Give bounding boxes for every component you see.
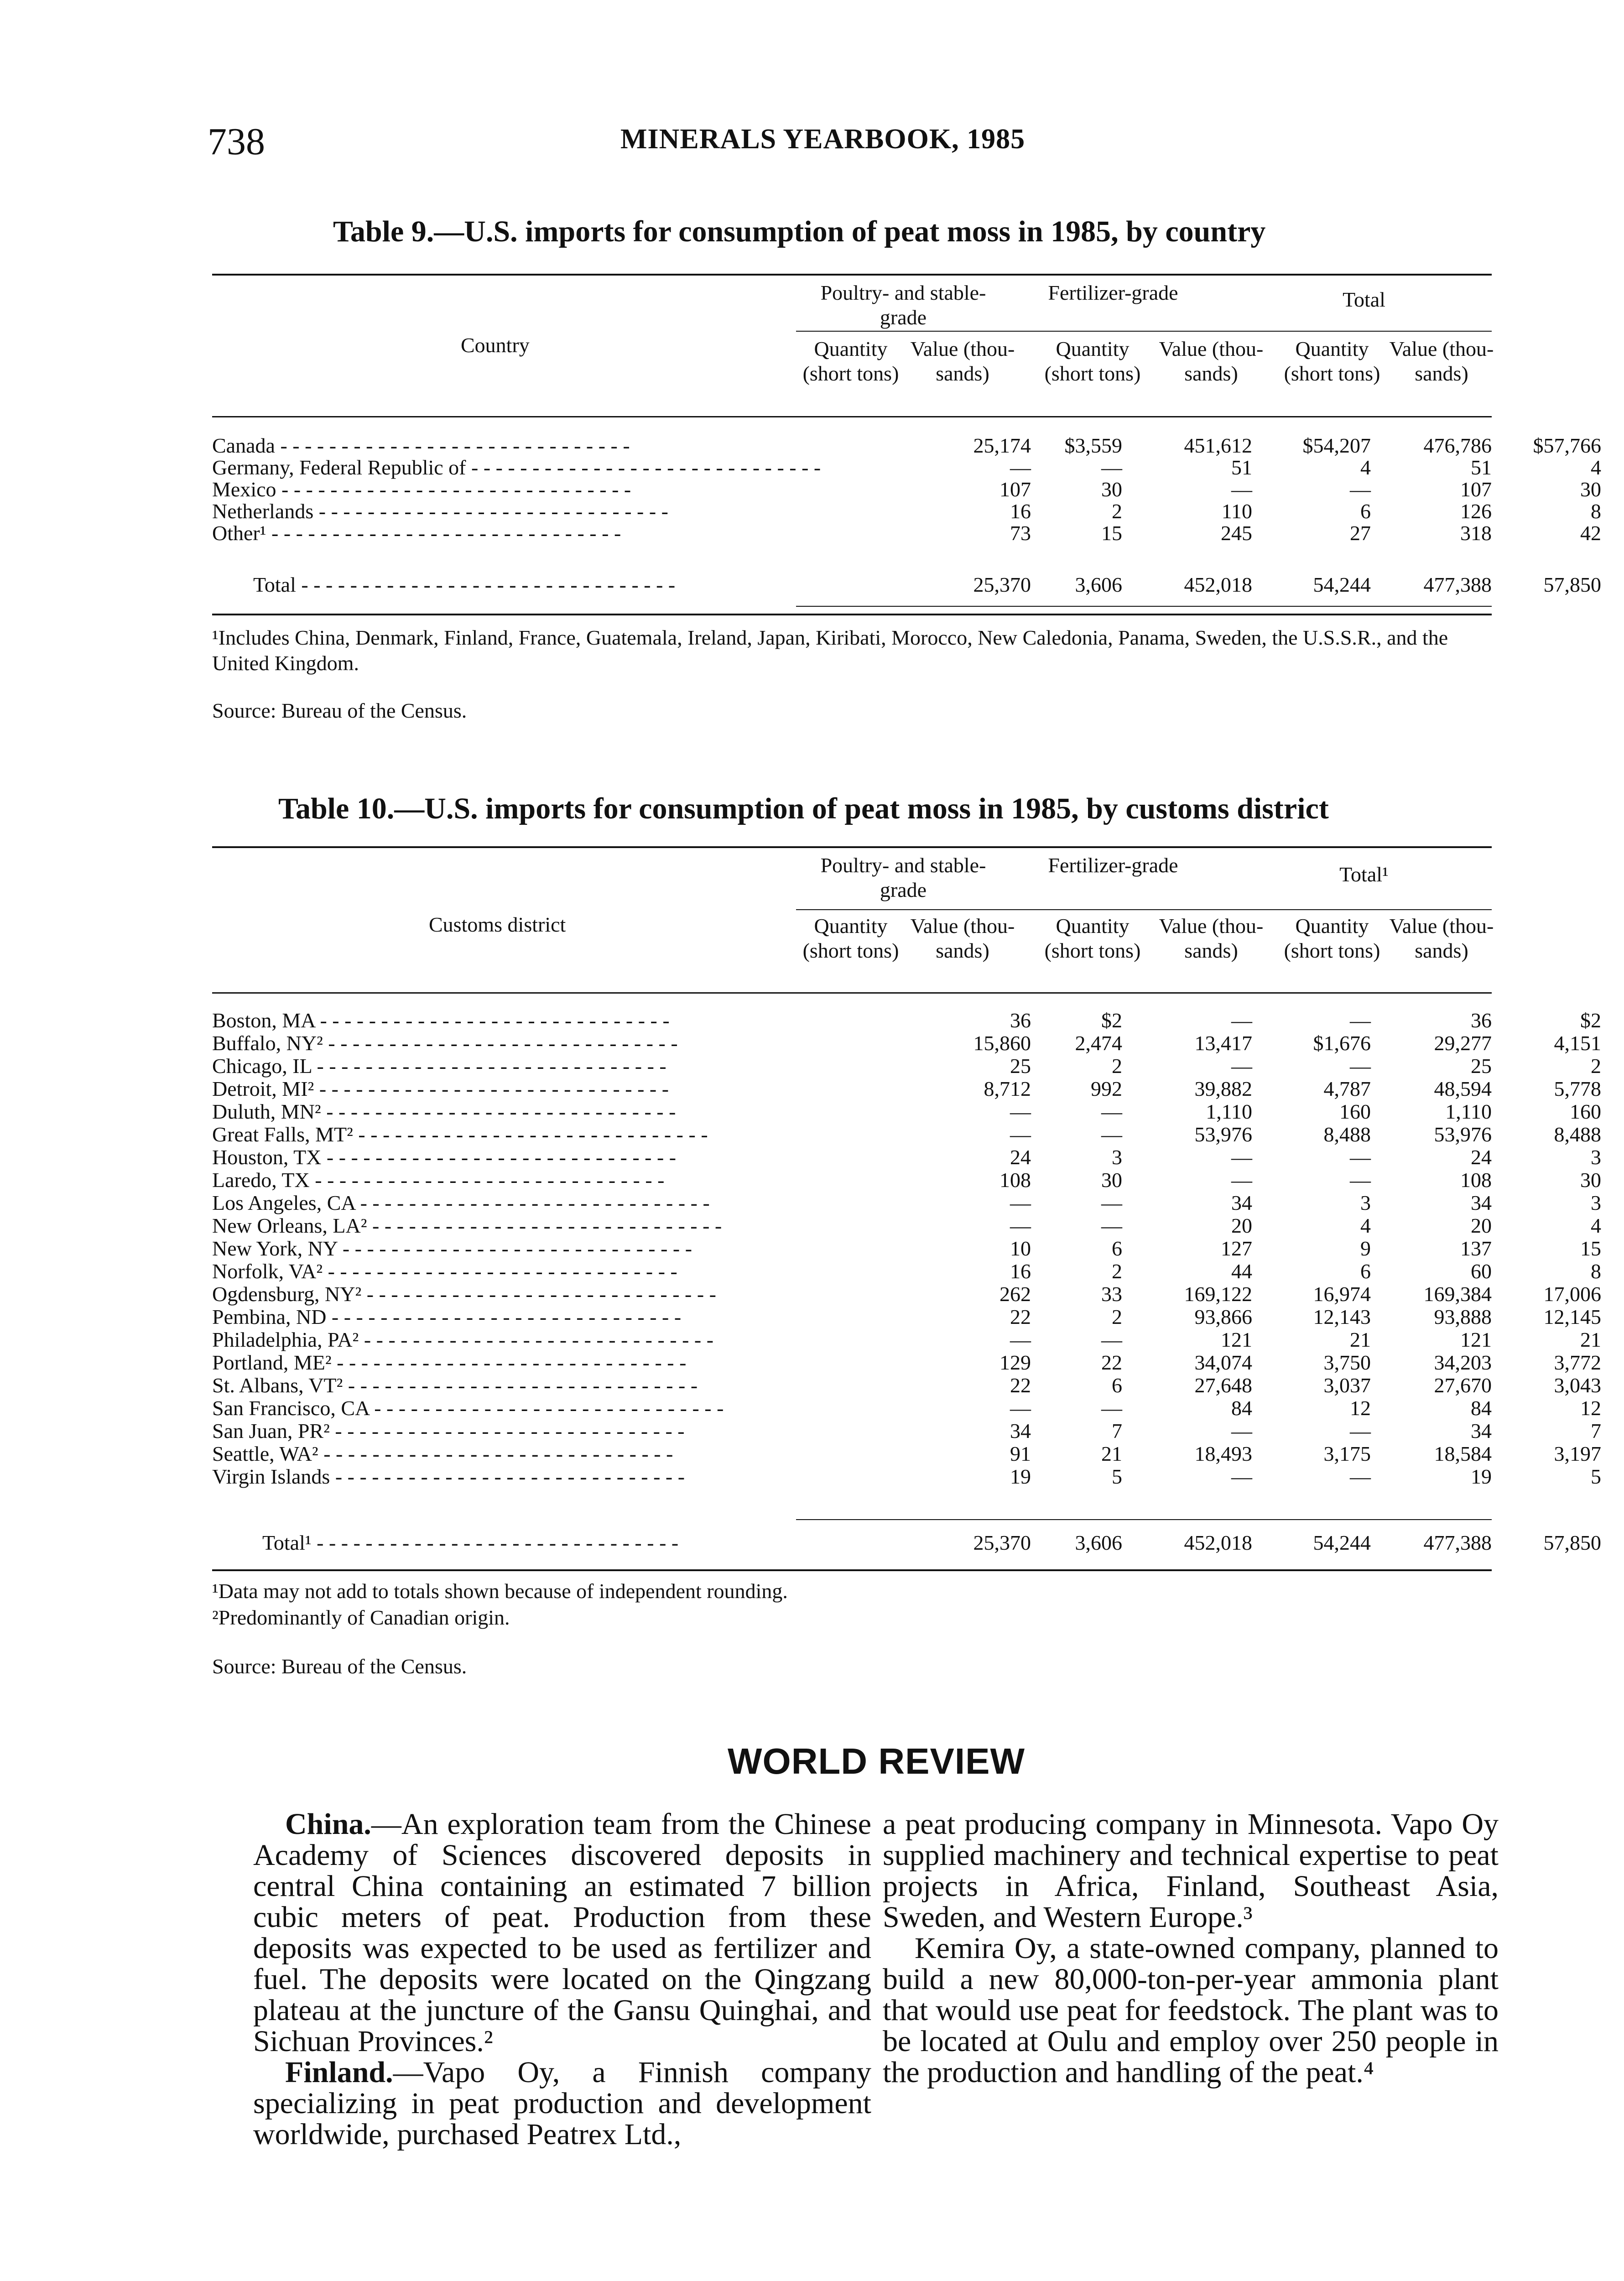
row-label: New York, NY - - - - - - - - - - - - - - - - - - - - - - - - - - - - - <box>212 1237 692 1260</box>
table-cell: 22 <box>1010 1305 1031 1328</box>
table10-total-cell: 57,850 <box>1543 1531 1601 1554</box>
table-cell: 129 <box>999 1351 1031 1374</box>
table9-total-cell: 452,018 <box>1184 573 1252 596</box>
table-cell: — <box>1350 1168 1371 1192</box>
page-number: 738 <box>208 120 265 163</box>
table10-total-cell: 452,018 <box>1184 1531 1252 1554</box>
table-cell: 7 <box>1591 1419 1601 1443</box>
table-cell: 51 <box>1471 456 1492 479</box>
table-cell: 34 <box>1010 1419 1031 1443</box>
row-label: St. Albans, VT² - - - - - - - - - - - - - - - - - - - - - - - - - - - - - <box>212 1374 698 1397</box>
table-cell: 262 <box>999 1282 1031 1306</box>
running-head: MINERALS YEARBOOK, 1985 <box>620 124 1025 155</box>
table10-row-header: Customs district <box>429 913 566 936</box>
table-row <box>212 1259 1601 1283</box>
table-cell: — <box>1101 1396 1122 1420</box>
table-cell: 121 <box>1460 1328 1492 1351</box>
table-cell: — <box>1231 1465 1252 1488</box>
table-row <box>212 1099 1601 1123</box>
table9-total-label: Total - - - - - - - - - - - - - - - - - - - - - - - - - - - - - - - <box>253 573 676 596</box>
table10-group-fertilizer: Fertilizer-grade <box>1048 854 1178 877</box>
table-cell: 48,594 <box>1434 1077 1492 1100</box>
table-cell: $1,676 <box>1313 1031 1371 1055</box>
table-cell: — <box>1010 1214 1031 1237</box>
table9-group-rule <box>796 331 1492 332</box>
paragraph-finland-cont: a peat producing company in Minnesota. Vapo Oy supplied machinery and technical expertise to peat projects in Africa, Finland, Southeast Asia, Sweden, and Western Europe.³ <box>883 1807 1499 1934</box>
table-cell: 169,384 <box>1423 1282 1492 1306</box>
table10-total-cell: 54,244 <box>1313 1531 1371 1554</box>
table-cell: 2 <box>1112 500 1122 523</box>
table-cell: — <box>1231 1168 1252 1192</box>
table-cell: — <box>1350 1465 1371 1488</box>
row-label: Other¹ - - - - - - - - - - - - - - - - - - - - - - - - - - - - - <box>212 521 621 545</box>
table-cell: 245 <box>1221 521 1252 545</box>
table-cell: 8,488 <box>1323 1123 1371 1146</box>
table-cell: — <box>1101 1328 1122 1351</box>
table10-sub-val3: Value (thou-sands) <box>1389 914 1494 962</box>
table9-sub-qty2: Quantity (short tons) <box>1044 337 1141 385</box>
table-cell: — <box>1101 1100 1122 1123</box>
table10-group-total: Total¹ <box>1339 863 1389 886</box>
table-cell: 21 <box>1580 1328 1601 1351</box>
table-cell: 30 <box>1101 478 1122 501</box>
table-cell: 44 <box>1231 1260 1252 1283</box>
table-cell: 137 <box>1460 1237 1492 1260</box>
table9-row-header: Country <box>461 333 530 357</box>
table9-sub-val2: Value (thou-sands) <box>1159 337 1264 385</box>
row-label: San Juan, PR² - - - - - - - - - - - - - - - - - - - - - - - - - - - - - <box>212 1419 685 1443</box>
table-cell: 22 <box>1010 1374 1031 1397</box>
table10-total-cell: 25,370 <box>973 1531 1031 1554</box>
table-row <box>212 1373 1601 1397</box>
table-cell: 3,750 <box>1323 1351 1371 1374</box>
table9-footnote: ¹Includes China, Denmark, Finland, France, Guatemala, Ireland, Japan, Kiribati, Morocco, New Caledonia, Panama, Sweden, the U.S.S.R., and the United Kingdom. <box>212 626 1448 675</box>
table-cell: — <box>1231 1054 1252 1078</box>
table-cell: 42 <box>1580 521 1601 545</box>
table10-total-row <box>212 1531 1601 1554</box>
table10-sub-qty2: Quantity (short tons) <box>1044 914 1141 962</box>
table-cell: 4 <box>1591 456 1601 479</box>
table-cell: 160 <box>1570 1100 1601 1123</box>
table-cell: — <box>1010 1396 1031 1420</box>
table-cell: 33 <box>1101 1282 1122 1306</box>
row-label: Duluth, MN² - - - - - - - - - - - - - - - - - - - - - - - - - - - - - <box>212 1100 676 1123</box>
table-cell: 34 <box>1471 1191 1492 1214</box>
table-cell: 27,648 <box>1194 1374 1252 1397</box>
table-cell: $2 <box>1580 1009 1601 1032</box>
table-cell: 126 <box>1460 500 1492 523</box>
table-cell: 53,976 <box>1194 1123 1252 1146</box>
table9-sub-qty3: Quantity (short tons) <box>1284 337 1380 385</box>
table-cell: 53,976 <box>1434 1123 1492 1146</box>
table-cell: — <box>1010 1328 1031 1351</box>
table-cell: 2 <box>1112 1305 1122 1328</box>
table-cell: 3,197 <box>1554 1442 1601 1465</box>
table-row <box>212 1328 1601 1351</box>
table-cell: — <box>1231 1146 1252 1169</box>
table-cell: 34,203 <box>1434 1351 1492 1374</box>
table-cell: 12 <box>1580 1396 1601 1420</box>
table-cell: 8,712 <box>984 1077 1031 1100</box>
table-cell: 6 <box>1360 500 1371 523</box>
table-cell: 73 <box>1010 521 1031 545</box>
table10-bottom-rule <box>212 1569 1492 1571</box>
table-cell: — <box>1231 478 1252 501</box>
table-row <box>212 455 1601 479</box>
table-cell: 16,974 <box>1313 1282 1371 1306</box>
table-cell: 15 <box>1580 1237 1601 1260</box>
table-cell: 16 <box>1010 1260 1031 1283</box>
table-cell: 21 <box>1101 1442 1122 1465</box>
table-row <box>212 1213 1601 1237</box>
table-cell: 18,584 <box>1434 1442 1492 1465</box>
table-cell: 60 <box>1471 1260 1492 1283</box>
table-cell: 108 <box>999 1168 1031 1192</box>
table-cell: 12 <box>1350 1396 1371 1420</box>
table-cell: $2 <box>1101 1009 1122 1032</box>
table-cell: 27 <box>1350 521 1371 545</box>
table-cell: 22 <box>1101 1351 1122 1374</box>
table10-source: Source: Bureau of the Census. <box>212 1655 467 1678</box>
table-row <box>212 1054 1601 1078</box>
paragraph-china: China.—An exploration team from the Chinese Academy of Sciences discovered deposits in central China containing an estimated 7 billion cubic meters of peat. Production from these deposits was expected to be used as fertilizer and fuel. The deposits were located on the Qingzang plateau at the juncture of the Gansu Quinghai, and Sichuan Provinces.² <box>253 1807 871 2058</box>
table-cell: 30 <box>1101 1168 1122 1192</box>
table10-footnote1: ¹Data may not add to totals shown because of independent rounding. <box>212 1579 788 1603</box>
table10-sub-val2: Value (thou-sands) <box>1159 914 1264 962</box>
table-cell: 19 <box>1010 1465 1031 1488</box>
table-cell: 3 <box>1112 1146 1122 1169</box>
table-cell: 121 <box>1221 1328 1252 1351</box>
table-cell: 110 <box>1221 500 1252 523</box>
table-cell: — <box>1010 456 1031 479</box>
world-review-heading: WORLD REVIEW <box>728 1741 1025 1781</box>
table-cell: 108 <box>1460 1168 1492 1192</box>
table-cell: 93,866 <box>1194 1305 1252 1328</box>
table-cell: 17,006 <box>1543 1282 1601 1306</box>
row-label: Canada - - - - - - - - - - - - - - - - - - - - - - - - - - - - - <box>212 434 630 457</box>
table10-header-rule <box>212 992 1492 994</box>
table10-total-rule <box>796 1519 1492 1520</box>
table-cell: 6 <box>1360 1260 1371 1283</box>
row-label: Portland, ME² - - - - - - - - - - - - - - - - - - - - - - - - - - - - - <box>212 1351 687 1374</box>
table-row <box>212 1191 1601 1214</box>
table-row <box>212 1122 1601 1146</box>
table9-total-cell: 477,388 <box>1423 573 1492 596</box>
table9-group-poultry: Poultry- and stable-grade <box>820 281 986 329</box>
table-cell: — <box>1010 1191 1031 1214</box>
table-cell: 21 <box>1350 1328 1371 1351</box>
table-cell: — <box>1350 1054 1371 1078</box>
table-cell: 127 <box>1221 1237 1252 1260</box>
table-cell: 25 <box>1471 1054 1492 1078</box>
paragraph-kemira: Kemira Oy, a state-owned company, planned to build a new 80,000-ton-per-year ammonia plant that would use peat for feedstock. The plant was to be located at Oulu and employ over 250 people in the production and handling of the peat.⁴ <box>883 1932 1499 2089</box>
table-cell: 51 <box>1231 456 1252 479</box>
table-cell: 15 <box>1101 521 1122 545</box>
table10-total-cell: 3,606 <box>1075 1531 1122 1554</box>
table-cell: 6 <box>1112 1237 1122 1260</box>
table-cell: 27,670 <box>1434 1374 1492 1397</box>
table-cell: 2 <box>1591 1054 1601 1078</box>
table-cell: 9 <box>1360 1237 1371 1260</box>
row-label: Seattle, WA² - - - - - - - - - - - - - - - - - - - - - - - - - - - - - <box>212 1442 673 1465</box>
table9-total-rule <box>796 606 1492 607</box>
table-cell: 12,145 <box>1543 1305 1601 1328</box>
table-cell: 4 <box>1360 1214 1371 1237</box>
row-label: Buffalo, NY² - - - - - - - - - - - - - - - - - - - - - - - - - - - - - <box>212 1031 678 1055</box>
table-row <box>212 1145 1601 1169</box>
table-cell: 36 <box>1010 1009 1031 1032</box>
right-column <box>883 1809 1499 2088</box>
table-row <box>212 1396 1601 1420</box>
table-cell: $54,207 <box>1302 434 1371 457</box>
table-cell: 4 <box>1360 456 1371 479</box>
table-cell: 2 <box>1112 1054 1122 1078</box>
table-cell: 5 <box>1112 1465 1122 1488</box>
table9-total-cell: 25,370 <box>973 573 1031 596</box>
table-cell: 30 <box>1580 1168 1601 1192</box>
table10-title: Table 10.—U.S. imports for consumption of peat moss in 1985, by customs district <box>278 792 1329 825</box>
table9-group-total: Total <box>1343 288 1385 311</box>
table-row <box>212 1008 1601 1032</box>
table-cell: 29,277 <box>1434 1031 1492 1055</box>
table-cell: — <box>1350 1419 1371 1443</box>
row-label: Los Angeles, CA - - - - - - - - - - - - - - - - - - - - - - - - - - - - - <box>212 1191 710 1214</box>
table9-group-fertilizer: Fertilizer-grade <box>1048 281 1178 304</box>
table-cell: 107 <box>999 478 1031 501</box>
table-cell: 34 <box>1231 1191 1252 1214</box>
table-cell: 3,043 <box>1554 1374 1601 1397</box>
table-cell: — <box>1101 1191 1122 1214</box>
row-label: Chicago, IL - - - - - - - - - - - - - - - - - - - - - - - - - - - - - <box>212 1054 666 1078</box>
table-cell: 169,122 <box>1184 1282 1252 1306</box>
row-label: Boston, MA - - - - - - - - - - - - - - - - - - - - - - - - - - - - - <box>212 1009 670 1032</box>
row-label: Detroit, MI² - - - - - - - - - - - - - - - - - - - - - - - - - - - - - <box>212 1077 669 1100</box>
table-cell: 30 <box>1580 478 1601 501</box>
table10-sub-qty3: Quantity (short tons) <box>1284 914 1380 962</box>
table-row <box>212 1282 1601 1306</box>
table-cell: 1,110 <box>1206 1100 1252 1123</box>
table10-total-cell: 477,388 <box>1423 1531 1492 1554</box>
table9-total-cell: 57,850 <box>1543 573 1601 596</box>
left-column <box>253 1809 871 2150</box>
table-cell: 160 <box>1339 1100 1371 1123</box>
table-cell: — <box>1231 1009 1252 1032</box>
table-cell: 3,772 <box>1554 1351 1601 1374</box>
table-cell: 4,787 <box>1323 1077 1371 1100</box>
table-cell: 8 <box>1591 500 1601 523</box>
table9-total-cell: 54,244 <box>1313 573 1371 596</box>
row-label: Mexico - - - - - - - - - - - - - - - - - - - - - - - - - - - - - <box>212 478 631 501</box>
table-cell: 451,612 <box>1184 434 1252 457</box>
table-cell: 8,488 <box>1554 1123 1601 1146</box>
table-cell: 476,786 <box>1423 434 1492 457</box>
table-cell: 24 <box>1471 1146 1492 1169</box>
table-cell: — <box>1350 1009 1371 1032</box>
table-cell: 20 <box>1231 1214 1252 1237</box>
table-cell: 84 <box>1231 1396 1252 1420</box>
table-row <box>212 1168 1601 1192</box>
table10-footnote2: ²Predominantly of Canadian origin. <box>212 1606 510 1629</box>
row-label: Norfolk, VA² - - - - - - - - - - - - - - - - - - - - - - - - - - - - - <box>212 1260 677 1283</box>
table9-bottom-rule <box>212 614 1492 615</box>
table-cell: 24 <box>1010 1146 1031 1169</box>
table9-title: Table 9.—U.S. imports for consumption of peat moss in 1985, by country <box>333 215 1266 248</box>
table-cell: 5,778 <box>1554 1077 1601 1100</box>
table10-total-label: Total¹ - - - - - - - - - - - - - - - - - - - - - - - - - - - - - - <box>262 1531 679 1554</box>
row-label: Virgin Islands - - - - - - - - - - - - - - - - - - - - - - - - - - - - - <box>212 1465 685 1488</box>
table9-source: Source: Bureau of the Census. <box>212 699 467 722</box>
table-cell: — <box>1350 478 1371 501</box>
paragraph-finland: Finland.—Vapo Oy, a Finnish company specializing in peat production and development worldwide, purchased Peatrex Ltd., <box>253 2056 871 2151</box>
table-cell: — <box>1010 1123 1031 1146</box>
table-cell: — <box>1101 456 1122 479</box>
table-cell: — <box>1101 1214 1122 1237</box>
table-cell: 13,417 <box>1194 1031 1252 1055</box>
table-row <box>212 1077 1601 1100</box>
table-cell: — <box>1101 1123 1122 1146</box>
row-label: Philadelphia, PA² - - - - - - - - - - - - - - - - - - - - - - - - - - - - - <box>212 1328 714 1351</box>
row-label: Netherlands - - - - - - - - - - - - - - - - - - - - - - - - - - - - - <box>212 500 668 523</box>
table-cell: 84 <box>1471 1396 1492 1420</box>
table-cell: 25,174 <box>973 434 1031 457</box>
table-cell: 19 <box>1471 1465 1492 1488</box>
table-cell: 107 <box>1460 478 1492 501</box>
table-cell: $57,766 <box>1533 434 1601 457</box>
table10-top-rule <box>212 846 1492 848</box>
table-row <box>212 1031 1601 1055</box>
table-row <box>212 1464 1601 1488</box>
table-cell: 5 <box>1591 1465 1601 1488</box>
table-cell: 20 <box>1471 1214 1492 1237</box>
table-row <box>212 477 1601 501</box>
row-label: Great Falls, MT² - - - - - - - - - - - - - - - - - - - - - - - - - - - - - <box>212 1123 708 1146</box>
table-cell: 3,175 <box>1323 1442 1371 1465</box>
row-label: Germany, Federal Republic of - - - - - - - - - - - - - - - - - - - - - - - - - - - - - <box>212 456 821 479</box>
table-row <box>212 1350 1601 1374</box>
table-cell: 4 <box>1591 1214 1601 1237</box>
table9-sub-val1: Value (thou-sands) <box>910 337 1015 385</box>
table-cell: 3 <box>1360 1191 1371 1214</box>
table10-sub-val1: Value (thou-sands) <box>910 914 1015 962</box>
table-cell: 39,882 <box>1194 1077 1252 1100</box>
table-cell: 8 <box>1591 1260 1601 1283</box>
table-cell: 3 <box>1591 1146 1601 1169</box>
table-cell: 992 <box>1091 1077 1122 1100</box>
table-cell: — <box>1350 1146 1371 1169</box>
table-cell: 7 <box>1112 1419 1122 1443</box>
table-cell: 4,151 <box>1554 1031 1601 1055</box>
table-cell: 2 <box>1112 1260 1122 1283</box>
table-row <box>212 433 1601 457</box>
row-label: Houston, TX - - - - - - - - - - - - - - - - - - - - - - - - - - - - - <box>212 1146 677 1169</box>
table-row <box>212 521 1601 545</box>
table-cell: 6 <box>1112 1374 1122 1397</box>
row-label: New Orleans, LA² - - - - - - - - - - - - - - - - - - - - - - - - - - - - - <box>212 1214 722 1237</box>
row-label: Laredo, TX - - - - - - - - - - - - - - - - - - - - - - - - - - - - - <box>212 1168 665 1192</box>
table-cell: 34,074 <box>1194 1351 1252 1374</box>
table9-total-cell: 3,606 <box>1075 573 1122 596</box>
table-cell: 36 <box>1471 1009 1492 1032</box>
table-cell: 10 <box>1010 1237 1031 1260</box>
table-cell: 2,474 <box>1075 1031 1122 1055</box>
table-cell: — <box>1010 1100 1031 1123</box>
table-cell: $3,559 <box>1064 434 1122 457</box>
table9-sub-val3: Value (thou-sands) <box>1389 337 1494 385</box>
table-cell: 12,143 <box>1313 1305 1371 1328</box>
table9-top-rule <box>212 274 1492 276</box>
table-row <box>212 1236 1601 1260</box>
table-cell: 1,110 <box>1445 1100 1492 1123</box>
table-row <box>212 1419 1601 1443</box>
table-cell: 18,493 <box>1194 1442 1252 1465</box>
table-cell: 34 <box>1471 1419 1492 1443</box>
table10-group-poultry: Poultry- and stable-grade <box>820 854 986 901</box>
table-cell: 91 <box>1010 1442 1031 1465</box>
row-label: Ogdensburg, NY² - - - - - - - - - - - - - - - - - - - - - - - - - - - - - <box>212 1282 716 1306</box>
table-cell: 15,860 <box>973 1031 1031 1055</box>
table10-sub-qty1: Quantity (short tons) <box>802 914 899 962</box>
table-row <box>212 499 1601 523</box>
table-cell: 318 <box>1460 521 1492 545</box>
table-row <box>212 1305 1601 1328</box>
table10-group-rule <box>796 909 1492 910</box>
table-cell: — <box>1231 1419 1252 1443</box>
table9-header-rule <box>212 416 1492 417</box>
table-cell: 16 <box>1010 500 1031 523</box>
table-cell: 3 <box>1591 1191 1601 1214</box>
row-label: Pembina, ND - - - - - - - - - - - - - - - - - - - - - - - - - - - - - <box>212 1305 682 1328</box>
table9-sub-qty1: Quantity (short tons) <box>802 337 899 385</box>
table-row <box>212 1442 1601 1465</box>
row-label: San Francisco, CA - - - - - - - - - - - - - - - - - - - - - - - - - - - - - <box>212 1396 724 1420</box>
table-cell: 3,037 <box>1323 1374 1371 1397</box>
table9-total-row <box>212 573 1601 596</box>
table-cell: 93,888 <box>1434 1305 1492 1328</box>
table-cell: 25 <box>1010 1054 1031 1078</box>
